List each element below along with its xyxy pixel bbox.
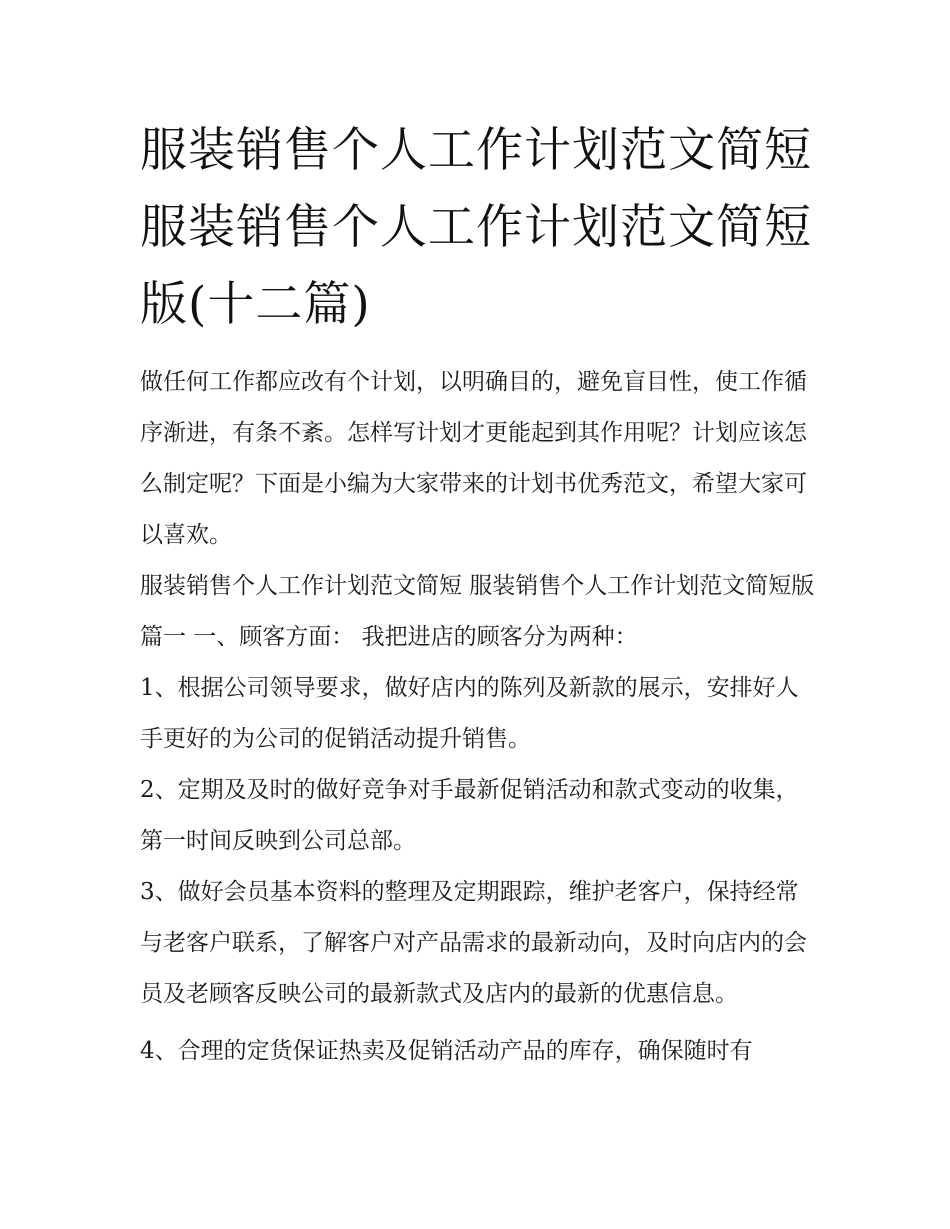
document-page — [140, 112, 815, 1077]
list-item-2: 2、定期及及时的做好竞争对手最新促销活动和款式变动的收集，第一时间反映到公司总部。 — [140, 777, 799, 854]
list-item-3: 3、做好会员基本资料的整理及定期跟踪，维护老客户，保持经常与老客户联系，了解客户对产品需求的最新动向，及时向店内的会员及老顾客反映公司的最新款式及店内的最新的优惠信息。 — [140, 879, 807, 1007]
list-item-4: 4、合理的定货保证热卖及促销活动产品的库存，确保随时有 — [140, 1038, 753, 1064]
section-heading: 服装销售个人工作计划范文简短 服装销售个人工作计划范文简短版篇一 一、顾客方面： 我把进店的顾客分为两种： — [140, 573, 815, 650]
intro-paragraph: 做任何工作都应改有个计划，以明确目的，避免盲目性，使工作循序渐进，有条不紊。怎样写计划才更能起到其作用呢？计划应该怎么制定呢？下面是小编为大家带来的计划书优秀范文，希望大家可以喜欢。 — [140, 369, 807, 548]
list-item-1: 1、根据公司领导要求，做好店内的陈列及新款的展示，安排好人手更好的为公司的促销活动提升销售。 — [140, 675, 799, 752]
document-title: 服装销售个人工作计划范文简短 服装销售个人工作计划范文简短版(十二篇) — [140, 123, 812, 332]
